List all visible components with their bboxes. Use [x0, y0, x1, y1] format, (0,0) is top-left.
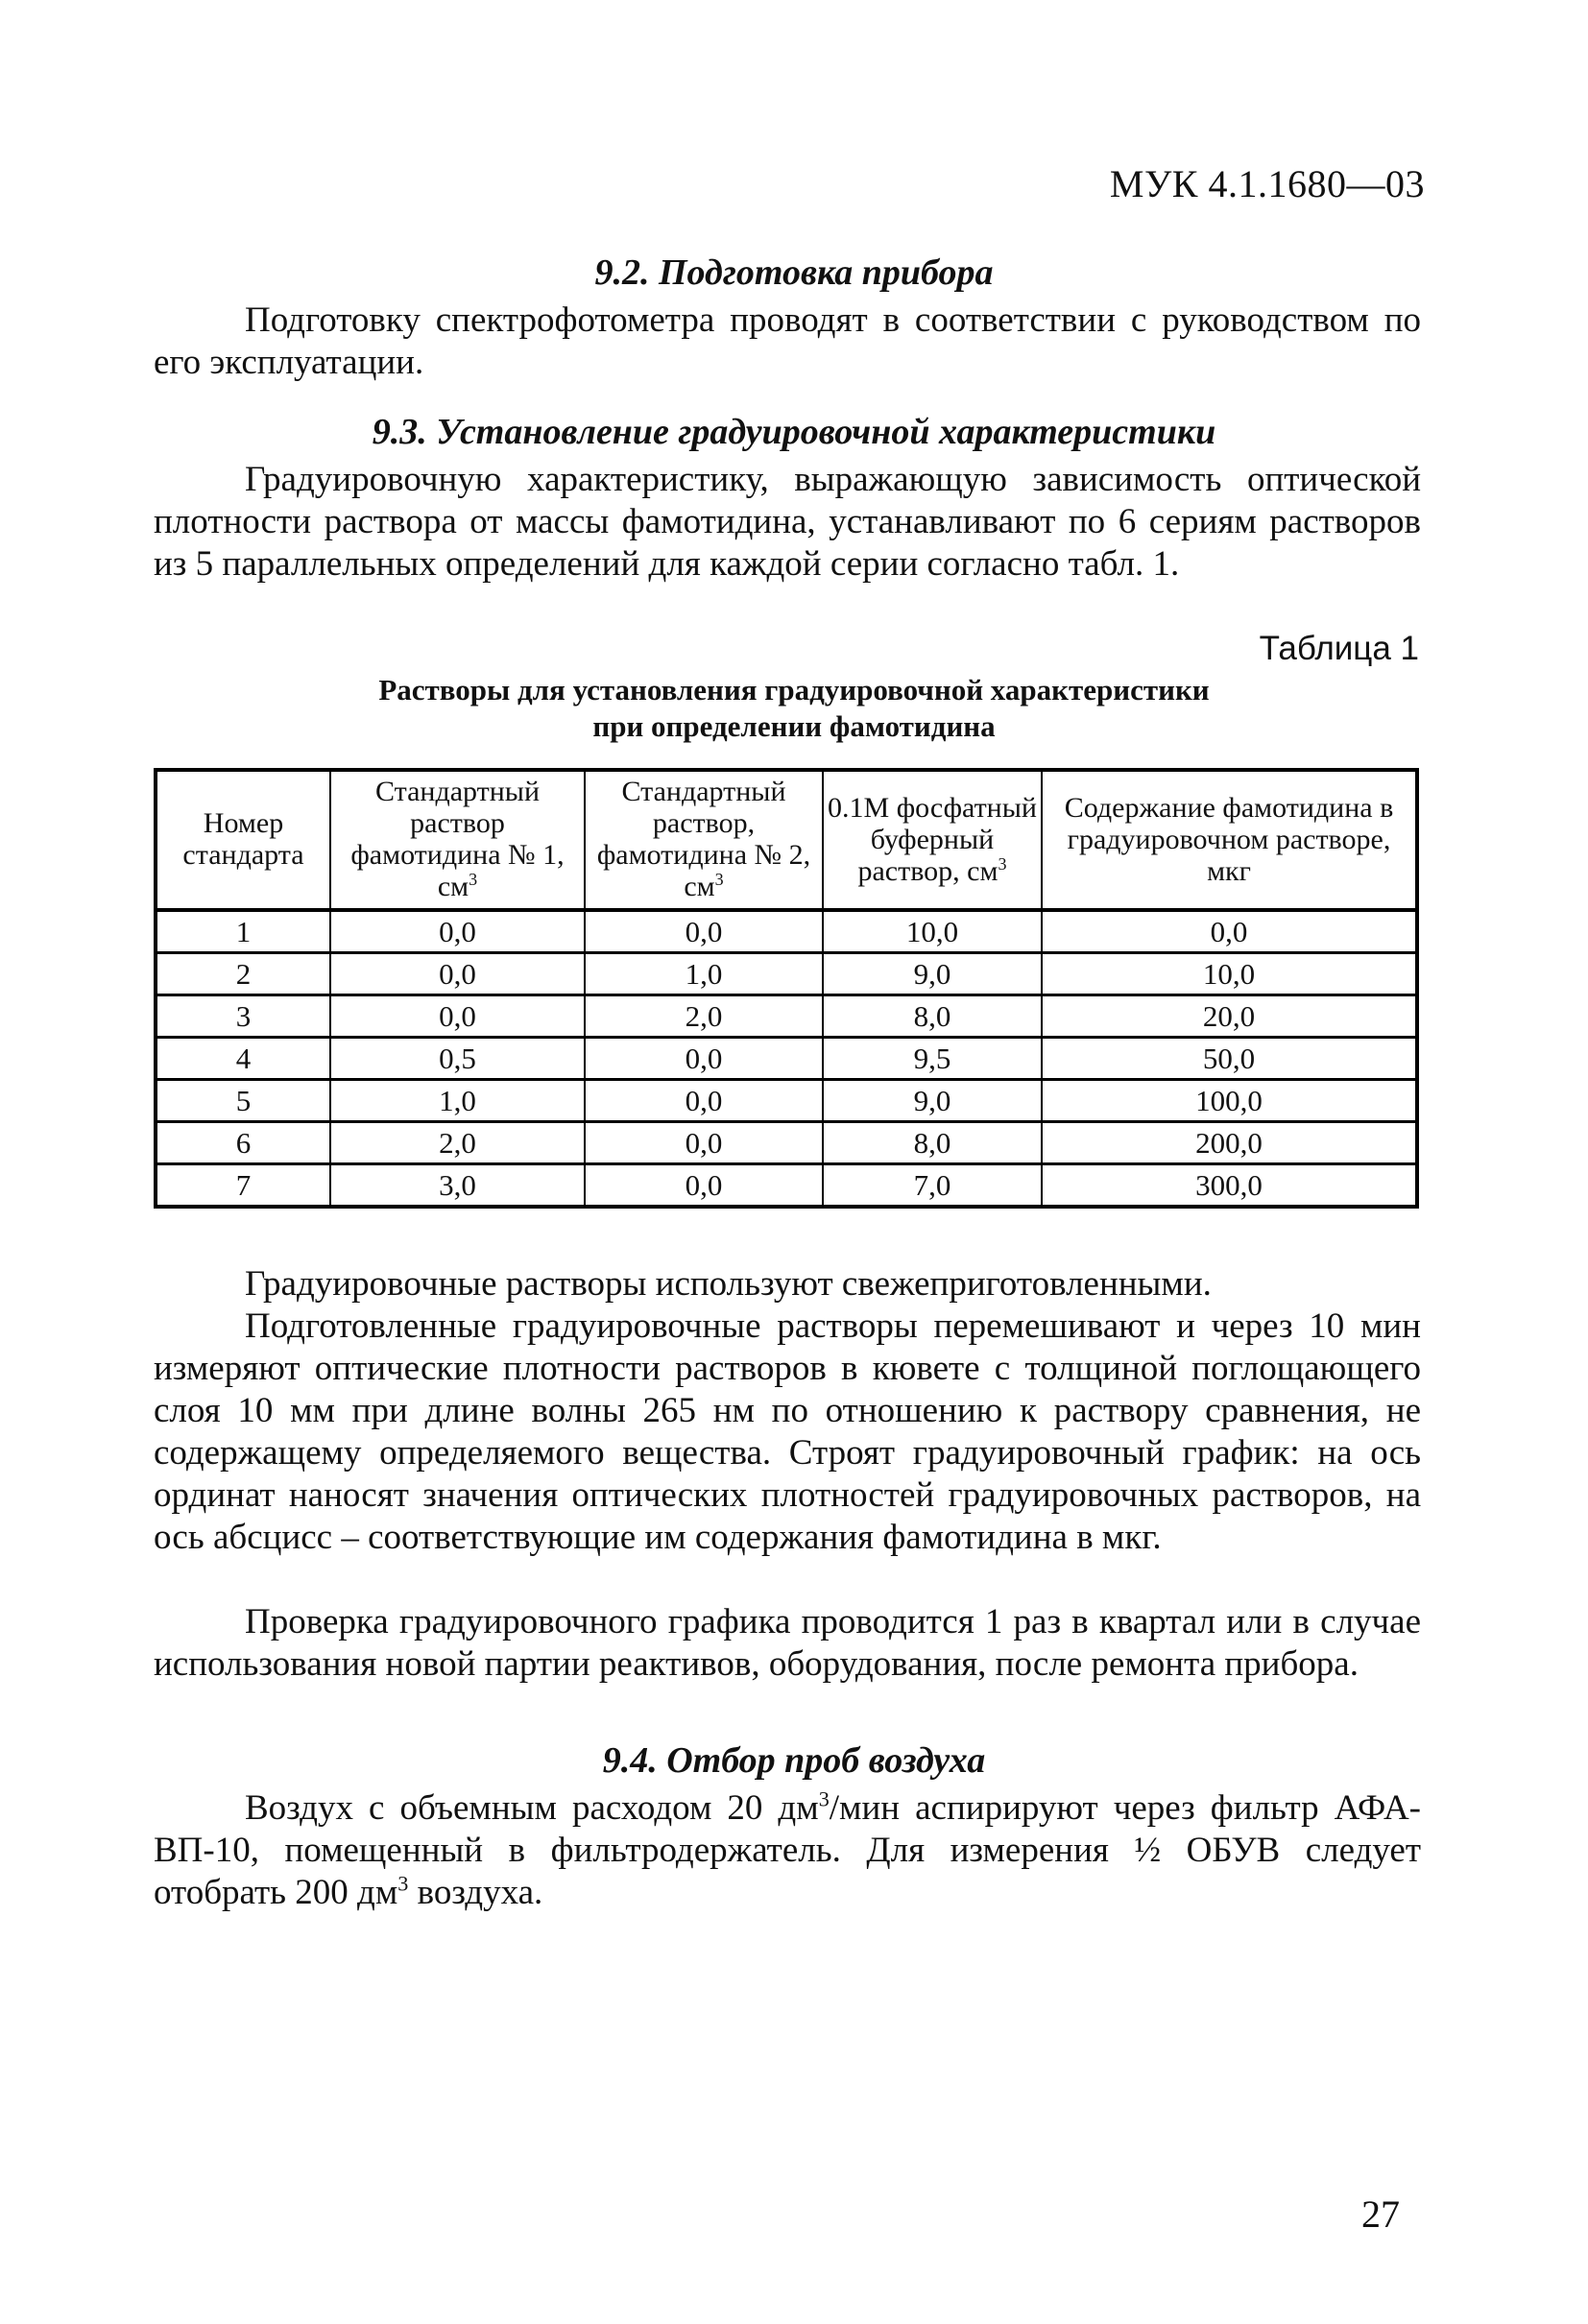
table-cell: 10,0 [1042, 953, 1417, 995]
section-9-2-heading: 9.2. Подготовка прибора [594, 252, 994, 293]
table-cell: 9,5 [823, 1038, 1042, 1080]
table-cell: 0,0 [1042, 910, 1417, 953]
table-header-row [156, 770, 1417, 910]
after-table-text-1: Градуировочные растворы используют свежеприготовленными. [245, 1264, 1212, 1304]
table-row [156, 995, 1417, 1038]
table-cell: 3,0 [330, 1164, 585, 1208]
table-cell: 9,0 [823, 1080, 1042, 1122]
table-cell: 100,0 [1042, 1080, 1417, 1122]
table-caption-line: при определении фамотидина [592, 709, 996, 743]
page-number: 27 [1361, 2192, 1400, 2236]
column-header-content: Содержание фамотидина в градуировочном растворе, мкг [1042, 770, 1417, 910]
table-cell: 1,0 [585, 953, 823, 995]
table-cell: 50,0 [1042, 1038, 1417, 1080]
table-cell: 7 [156, 1164, 330, 1208]
section-9-4-text-c: воздуха. [408, 1873, 543, 1912]
table-row [156, 1080, 1417, 1122]
table-cell: 0,0 [585, 1038, 823, 1080]
section-9-2-text: Подготовку спектрофотометра проводят в соответствии с руководством по его эксплуатации. [154, 300, 1421, 382]
document-id: МУК 4.1.1680—03 [1109, 162, 1425, 205]
table-cell: 1,0 [330, 1080, 585, 1122]
column-header-solution-2: Стандартный раствор, фамотидина № 2, $см^3$ [585, 770, 823, 910]
section-9-3-paragraph [154, 459, 1421, 586]
table-cell: 0,0 [585, 1122, 823, 1164]
table-cell: 10,0 [823, 910, 1042, 953]
table-cell: 2,0 [330, 1122, 585, 1164]
table-cell: 0,5 [330, 1038, 585, 1080]
table-cell: 0,0 [585, 1080, 823, 1122]
calibration-table [154, 768, 1419, 1209]
after-table-paragraph-1 [154, 1263, 1421, 1306]
table-cell: 20,0 [1042, 995, 1417, 1038]
table-caption [0, 672, 1588, 745]
table-row [156, 953, 1417, 995]
section-9-3-heading: 9.3. Установление градуировочной характеристики [372, 412, 1216, 452]
column-header-buffer: 0.1М фосфатный буферный раствор, $см^3$ [823, 770, 1042, 910]
after-table-text-3: Проверка градуировочного графика проводится 1 раз в квартал или в случае использования новой партии реактивов, оборудования, после ремонта прибора. [154, 1602, 1421, 1684]
table-cell: 200,0 [1042, 1122, 1417, 1164]
table-cell: 0,0 [330, 953, 585, 995]
table-row [156, 1164, 1417, 1208]
table-cell: 0,0 [330, 910, 585, 953]
section-9-2-paragraph [154, 299, 1421, 384]
table-cell: 0,0 [585, 1164, 823, 1208]
section-9-3-text: Градуировочную характеристику, выражающую зависимость оптической плотности раствора от массы фамотидина, устанавливают по 6 сериям растворов из 5 параллельных определений для каждой серии согласно табл. 1. [154, 460, 1421, 584]
section-9-4-paragraph [154, 1787, 1421, 1914]
table-cell: 1 [156, 910, 330, 953]
table-cell: 8,0 [823, 995, 1042, 1038]
after-table-paragraph-2 [154, 1306, 1421, 1559]
table-cell: 6 [156, 1122, 330, 1164]
section-9-4-text-b: /мин аспирируют через фильтр АФА-ВП-10, помещенный в фильтродержатель. Для измерения ½ ОБУВ следует отобрать 200 дм [154, 1788, 1421, 1912]
table-row [156, 1038, 1417, 1080]
column-header-standard-number: Номер стандарта [156, 770, 330, 910]
superscript: 3 [818, 1786, 830, 1811]
table-cell: 300,0 [1042, 1164, 1417, 1208]
table-cell: 4 [156, 1038, 330, 1080]
table-cell: 0,0 [330, 995, 585, 1038]
section-9-4-heading: 9.4. Отбор проб воздуха [602, 1740, 986, 1781]
table-caption-line: Растворы для установления градуировочной характеристики [378, 673, 1210, 707]
table-cell: 0,0 [585, 910, 823, 953]
superscript: 3 [397, 1871, 409, 1896]
after-table-paragraph-3 [154, 1601, 1421, 1686]
column-header-solution-1: Стандартный раствор фамотидина № 1, $см^3$ [330, 770, 585, 910]
table-row [156, 910, 1417, 953]
table-cell: 2 [156, 953, 330, 995]
table-cell: 9,0 [823, 953, 1042, 995]
table-row [156, 1122, 1417, 1164]
table-cell: 7,0 [823, 1164, 1042, 1208]
table-cell: 5 [156, 1080, 330, 1122]
table-cell: 2,0 [585, 995, 823, 1038]
table-label: Таблица 1 [1259, 630, 1419, 667]
table-cell: 3 [156, 995, 330, 1038]
section-9-4-text-a: Воздух с объемным расходом 20 дм [245, 1788, 819, 1828]
table-cell: 8,0 [823, 1122, 1042, 1164]
after-table-text-2: Подготовленные градуировочные растворы перемешивают и через 10 мин измеряют оптические плотности растворов в кювете с толщиной поглощающего слоя 10 мм при длине волны 265 нм по отношению к раствору сравнения, не содержащему определяемого вещества. Строят градуировочный график: на ось ординат наносят значения оптических плотностей градуировочных растворов, на ось абсцисс – соответствующие им содержания фамотидина в мкг. [154, 1306, 1421, 1557]
